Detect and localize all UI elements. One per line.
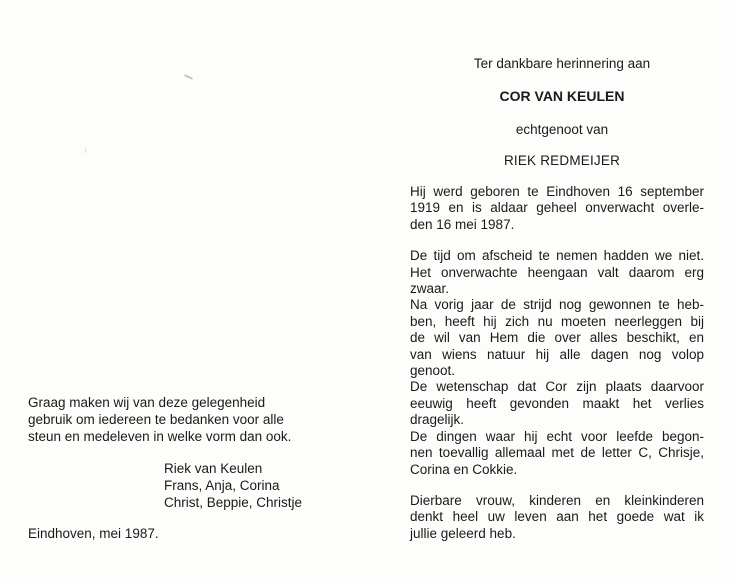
text-line: De wetenschap dat Cor zijn plaats daarvoor	[410, 379, 704, 395]
spouse-name: RIEK REDMEIJER	[503, 153, 621, 168]
text-line: denkt heel uw leven aan het goede wat ik	[410, 509, 704, 525]
deceased-name: COR VAN KEULEN	[499, 88, 625, 104]
right-panel	[367, 0, 735, 583]
text-line: Na vorig jaar de strijd nog gewonnen te heb-	[410, 297, 704, 313]
text-line: Dierbare vrouw, kinderen en kleinkinderen	[410, 492, 704, 508]
text-line: de wil van Hem die over alles beschikt, en	[410, 330, 704, 346]
text-line: zwaar.	[410, 281, 450, 297]
thanks-line: Graag maken wij van deze gelegenheid	[28, 395, 266, 410]
family-line: Frans, Anja, Corina	[164, 478, 280, 493]
left-panel	[0, 0, 367, 583]
text-line: nen toevallig allemaal met de letter C, Chrisje,	[410, 445, 704, 461]
obituary-text	[410, 184, 704, 542]
text-line: Hij werd geboren te Eindhoven 16 september	[410, 184, 704, 199]
closing-paragraph	[410, 493, 704, 542]
text-line: eeuwig heeft gevonden maakt het verlies	[410, 395, 704, 411]
text-line: De tijd om afscheid te nemen hadden we niet.	[410, 248, 704, 264]
text-line: Het onverwachte heengaan valt daarom erg	[410, 264, 704, 280]
thanks-line: steun en medeleven in welke vorm dan ook.	[28, 429, 292, 444]
intro-line: Ter dankbare herinnering aan	[473, 56, 651, 71]
text-line: Corina en Cokkie.	[410, 461, 518, 477]
thanks-line: gebruik om iedereen te bedanken voor alle	[28, 412, 284, 427]
text-line: van wiens natuur hij alle dagen nog volop	[410, 346, 704, 362]
text-line: genoot.	[410, 363, 456, 379]
family-line: Riek van Keulen	[164, 461, 263, 476]
text-line: den 16 mei 1987.	[410, 216, 515, 232]
relation-line: echtgenoot van	[515, 122, 609, 137]
place-date: Eindhoven, mei 1987.	[28, 526, 159, 541]
text-line: dragelijk.	[410, 412, 465, 428]
text-line: De dingen waar hij echt voor leefde begon-	[410, 428, 704, 444]
paper-speck	[85, 148, 86, 153]
family-line: Christ, Beppie, Christje	[164, 495, 303, 510]
text-line: jullie geleerd heb.	[410, 525, 516, 541]
text-line: ben, heeft hij zich nu moeten neerleggen bij	[410, 313, 704, 329]
thanks-paragraph	[28, 394, 328, 445]
paper-speck	[184, 74, 193, 80]
text-line: 1919 en is aldaar geheel onverwacht overle-	[410, 200, 704, 216]
tribute-paragraph	[410, 248, 704, 478]
family-signatures	[164, 460, 354, 511]
birth-paragraph	[410, 184, 704, 233]
